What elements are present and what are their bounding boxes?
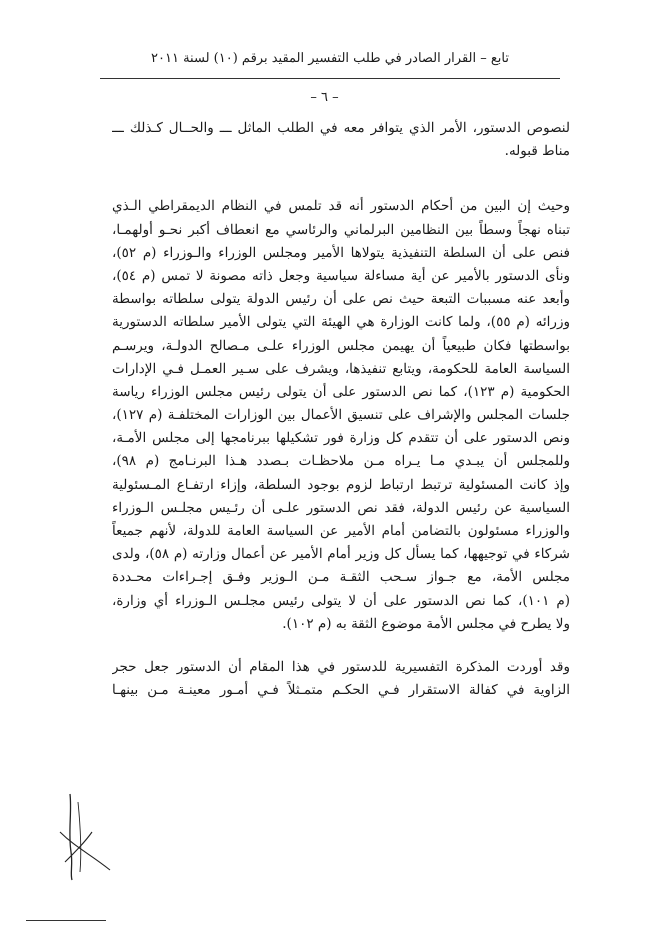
paragraph-line: لنصوص الدستور، الأمر الذي يتوافر معه في الطلب الماثل ـــ والحــال كـذلك ـــ [112,120,570,136]
paragraph-line: ونأى الدستور بالأمير عن أية مساءلة سياسية وجعل ذاته مصونة لا تمس (م ٥٤)، [112,267,570,284]
footer-divider [26,920,106,921]
document-body [112,117,570,702]
paragraph-line: فنص على أن السلطة التنفيذية يتولاها الأمير ومجلس الوزراء والـوزراء (م ٥٢)، [112,244,570,261]
handwritten-signature-mark [30,792,120,882]
paragraph-line: وأبعد عنه مسببات التبعة حيث نص على أن رئيس الدولة يتولى سلطاته بواسطة [112,291,570,308]
paragraph-line: والوزراء مسئولون بالتضامن أمام الأمير عن السياسة العامة للدولة، لأنهم جميعاً [112,523,570,539]
paragraph-spacer [112,636,570,656]
paragraph-line: السياسية عن رئيس الدولة، فقد نص الدستور علـى أن رئـيس مجلـس الـوزراء [112,499,570,516]
paragraph-2 [112,195,570,636]
page-header: تابع – القرار الصادر في طلب التفسير المقيد برقم (١٠) لسنة ٢٠١١ [151,51,509,66]
paragraph-line: ونص الدستور على أن تتقدم كل وزارة فور تشكيلها ببرنامجها إلى مجلس الأمـة، [112,430,570,447]
paragraph-line: الحكومية (م ١٢٣)، كما نص الدستور على أن يتولى رئيس مجلس الوزراء رياسة [112,383,570,400]
paragraph-line: وللمجلس أن يبـدي مـا يـراه مـن ملاحظـات بـصدد هـذا البرنـامج (م ٩٨)، [112,453,570,470]
paragraph-line: تبناه نهجاً وسطاً بين النظامين البرلماني والرئاسي مع انعطاف أكبر نحـو أولهمـا، [112,221,570,238]
paragraph-line: بواسطتها فكان طبيعياً أن يهيمن مجلس الوزراء علـى مـصالح الدولـة، ويرسـم [112,337,570,354]
paragraph-line: السياسة العامة للحكومة، ويتابع تنفيذها، ويشرف على سـير العمـل فـي الإدارات [112,360,570,377]
paragraph-3 [112,656,570,702]
paragraph-line: الزاوية في كفالة الاستقرار فـي الحكـم متمـثلاً فـي أمـور معينـة مـن بينهـا [112,682,570,699]
paragraph-line: (م ١٠١)، كما نص الدستور على أن لا يتولى رئيس مجلـس الـوزراء أي وزارة، [112,592,570,609]
paragraph-line: وحيث إن البين من أحكام الدستور أنه قد تلمس في النظام الديمقراطي الـذي [112,198,570,215]
paragraph-line: وقد أوردت المذكرة التفسيرية للدستور في هذا المقام أن الدستور جعل حجر [112,658,570,675]
paragraph-line: شركاء في توجيهها، كما يسأل كل وزير أمام الأمير عن أعمال وزارته (م ٥٨)، ولدى [112,546,570,563]
paragraph-line: ولا يطرح في مجلس الأمة موضوع الثقة به (م ١٠٢). [282,615,570,632]
paragraph-line: وإذ كانت المسئولية ترتبط ارتباط لزوم بوجود السلطة، وإزاء ارتفـاع المـسئولية [112,476,570,493]
paragraph-spacer [112,163,570,195]
paragraph-line: مجلس الأمة، مع جـواز سـحب الثقـة مـن الـوزير وفـق إجـراءات محـددة [112,569,570,586]
page-number: – ٦ – [310,90,339,105]
header-divider [100,78,560,79]
paragraph-line: جلسات المجلس والإشراف على تنسيق الأعمال بين الوزارات المختلفـة (م ١٢٧)، [112,407,570,424]
paragraph-line: وزرائه (م ٥٥)، ولما كانت الوزارة هي الهيئة التي يتولى الأمير سلطاته الدستورية [112,314,570,331]
paragraph-line: مناط قبوله. [504,143,570,160]
paragraph-1 [112,117,570,163]
